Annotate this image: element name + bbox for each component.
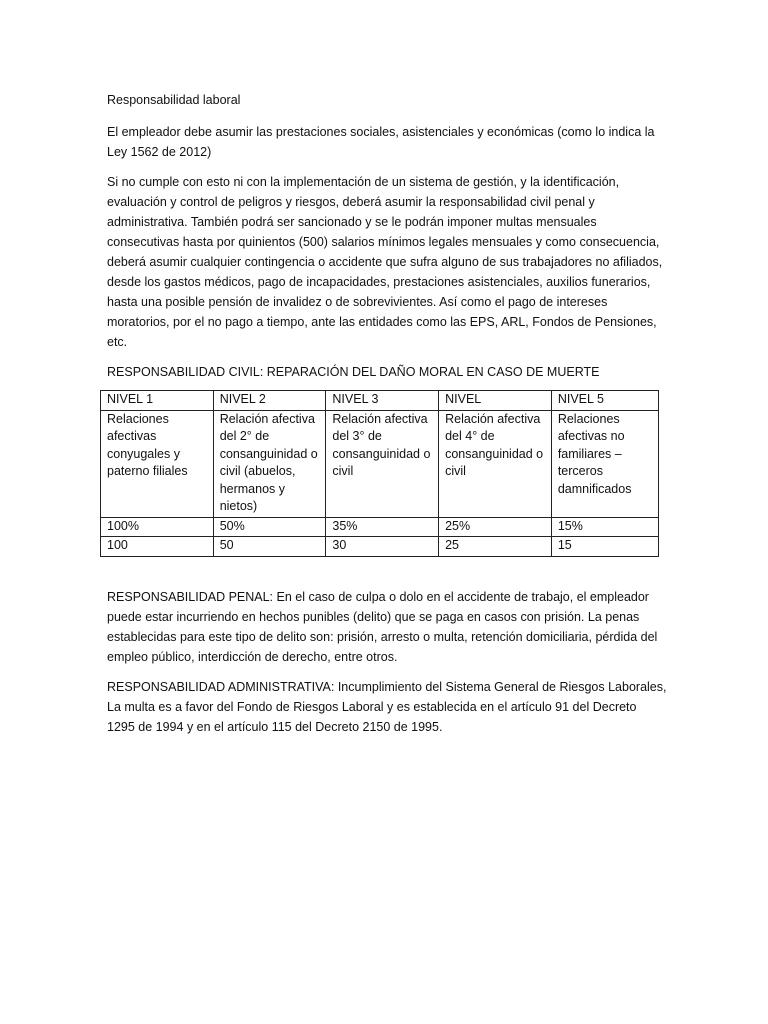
table-cell: 25 <box>439 537 552 557</box>
document-title: Responsabilidad laboral <box>107 93 241 107</box>
table-header-cell: NIVEL 5 <box>551 391 658 411</box>
table-row <box>101 410 659 517</box>
table-header-row <box>101 391 659 411</box>
document-page <box>107 90 667 747</box>
table-header-cell: NIVEL 3 <box>326 391 439 411</box>
table-cell: 50 <box>213 537 326 557</box>
intro-paragraph: El empleador debe asumir las prestaciones sociales, asistenciales y económicas (como lo indica la Ley 1562 de 2012) <box>107 125 655 159</box>
table-header-cell: NIVEL 2 <box>213 391 326 411</box>
table-cell: 15 <box>551 537 658 557</box>
table-title: RESPONSABILIDAD CIVIL: REPARACIÓN DEL DAÑO MORAL EN CASO DE MUERTE <box>107 365 600 379</box>
table-cell: Relación afectiva del 2° de consanguinidad o civil (abuelos, hermanos y nietos) <box>213 410 326 517</box>
table-cell: Relación afectiva del 3° de consanguinidad o civil <box>326 410 439 517</box>
table-header-cell: NIVEL <box>439 391 552 411</box>
administrative-paragraph: RESPONSABILIDAD ADMINISTRATIVA: Incumplimiento del Sistema General de Riesgos Laborales, La multa es a favor del Fondo de Riesgos Laboral y es establecida en el artículo 91 del Decreto 1295 de 1994 y en el artículo 115 del Decreto 2150 de 1995. <box>107 679 667 734</box>
table-cell: Relaciones afectivas no familiares – terceros damnificados <box>551 410 658 517</box>
table-cell: 35% <box>326 517 439 537</box>
table-cell: 25% <box>439 517 552 537</box>
spacer <box>107 557 667 587</box>
table-row <box>101 537 659 557</box>
table-cell: 15% <box>551 517 658 537</box>
table-cell: 100% <box>101 517 214 537</box>
table-row <box>101 517 659 537</box>
penal-paragraph: RESPONSABILIDAD PENAL: En el caso de culpa o dolo en el accidente de trabajo, el empleador puede estar incurriendo en hechos punibles (delito) que se paga en casos con prisión. La penas establecidas para este tipo de delito son: prisión, arresto o multa, retención domiciliaria, pérdida del empleo público, interdicción de derecho, entre otros. <box>107 589 658 664</box>
table-cell: 50% <box>213 517 326 537</box>
table-cell: Relaciones afectivas conyugales y paterno filiales <box>101 410 214 517</box>
table-cell: 100 <box>101 537 214 557</box>
table-cell: 30 <box>326 537 439 557</box>
table-cell: Relación afectiva del 4° de consanguinidad o civil <box>439 410 552 517</box>
table-header-cell: NIVEL 1 <box>101 391 214 411</box>
body-paragraph: Si no cumple con esto ni con la implementación de un sistema de gestión, y la identificación, evaluación y control de peligros y riesgos, deberá asumir la responsabilidad civil penal y administrativa. También podrá ser sancionado y se le podrán imponer multas mensuales consecutivas hasta por quinientos (500) salarios mínimos legales mensuales y como consecuencia, deberá asumir cualquier contingencia o accidente que sufra alguno de sus trabajadores no afiliados, desde los gastos médicos, pago de incapacidades, prestaciones asistenciales, auxilios funerarios, hasta una posible pensión de invalidez o de sobrevivientes. Así como el pago de intereses moratorios, por el no pago a tiempo, ante las entidades como las EPS, ARL, Fondos de Pensiones, etc. <box>107 175 663 349</box>
damage-level-table <box>100 390 659 557</box>
